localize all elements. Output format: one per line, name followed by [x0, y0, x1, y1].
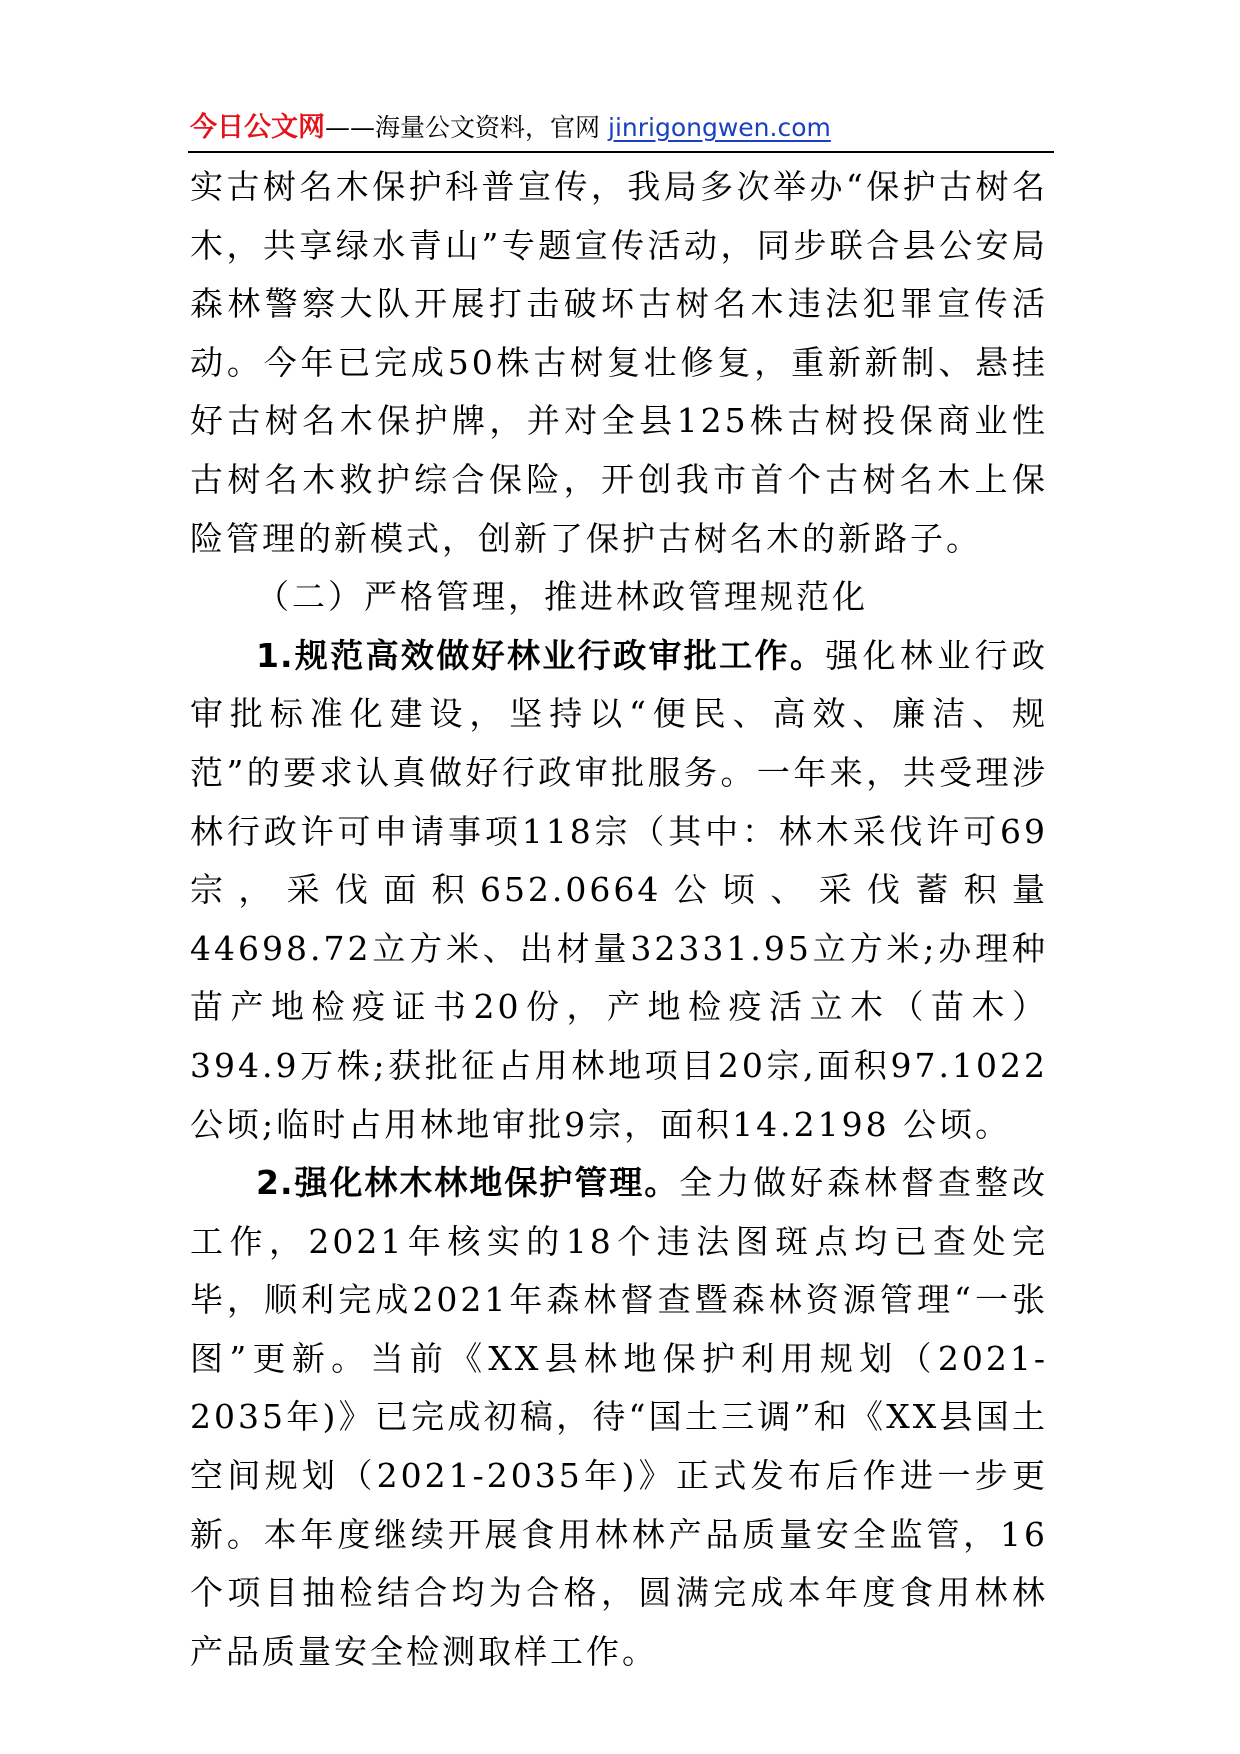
- header-description: 海量公文资料，官网: [375, 113, 601, 142]
- item-2-lead: 2.强化林木林地保护管理。: [256, 1163, 680, 1203]
- page-header: [190, 108, 1050, 152]
- paragraph-item-1: [190, 627, 1048, 1154]
- item-2-text: 全力做好森林督查整改工作，2021年核实的18个违法图斑点均已查处完毕，顺利完成2021年森林督查暨森林资源管理“一张图”更新。当前《XX县林地保护利用规划（2021-2035年)》已完成初稿，待“国土三调”和《XX县国土空间规划（2021-2035年)》正式发布后作进一步更新。本年度继续开展食用林林产品质量安全监管，16个项目抽检结合均为合格，圆满完成本年度食用林林产品质量安全检测取样工作。: [190, 1163, 1049, 1671]
- site-name: 今日公文网: [190, 112, 325, 143]
- item-1-lead: 1.规范高效做好林业行政审批工作。: [256, 635, 826, 675]
- paragraph-item-2: [190, 1154, 1048, 1681]
- site-url-link[interactable]: jinrigongwen.com: [608, 113, 831, 142]
- paragraph-continuation: 实古树名木保护科普宣传，我局多次举办“保护古树名木，共享绿水青山”专题宣传活动，同步联合县公安局森林警察大队开展打击破坏古树名木违法犯罪宣传活动。今年已完成50株古树复壮修复，重新新制、悬挂好古树名木保护牌，并对全县125株古树投保商业性古树名木救护综合保险，开创我市首个古树名木上保险管理的新模式，创新了保护古树名木的新路子。: [190, 167, 1048, 558]
- item-1-text: 强化林业行政审批标准化建设，坚持以“便民、高效、廉洁、规范”的要求认真做好行政审批服务。一年来，共受理涉林行政许可申请事项118宗（其中：林木采伐许可69宗，采伐面积652.0664公顷、采伐蓄积量44698.72立方米、出材量32331.95立方米;办理种苗产地检疫证书20份，产地检疫活立木（苗木）394.9万株;获批征占用林地项目20宗,面积97.1022公顷;临时占用林地审批9宗，面积14.2198 公顷。: [190, 635, 1049, 1144]
- document-body: [190, 158, 1048, 1681]
- header-divider: [188, 151, 1054, 153]
- header-separator: ——: [325, 113, 375, 142]
- section-heading: （二）严格管理，推进林政管理规范化: [256, 577, 868, 617]
